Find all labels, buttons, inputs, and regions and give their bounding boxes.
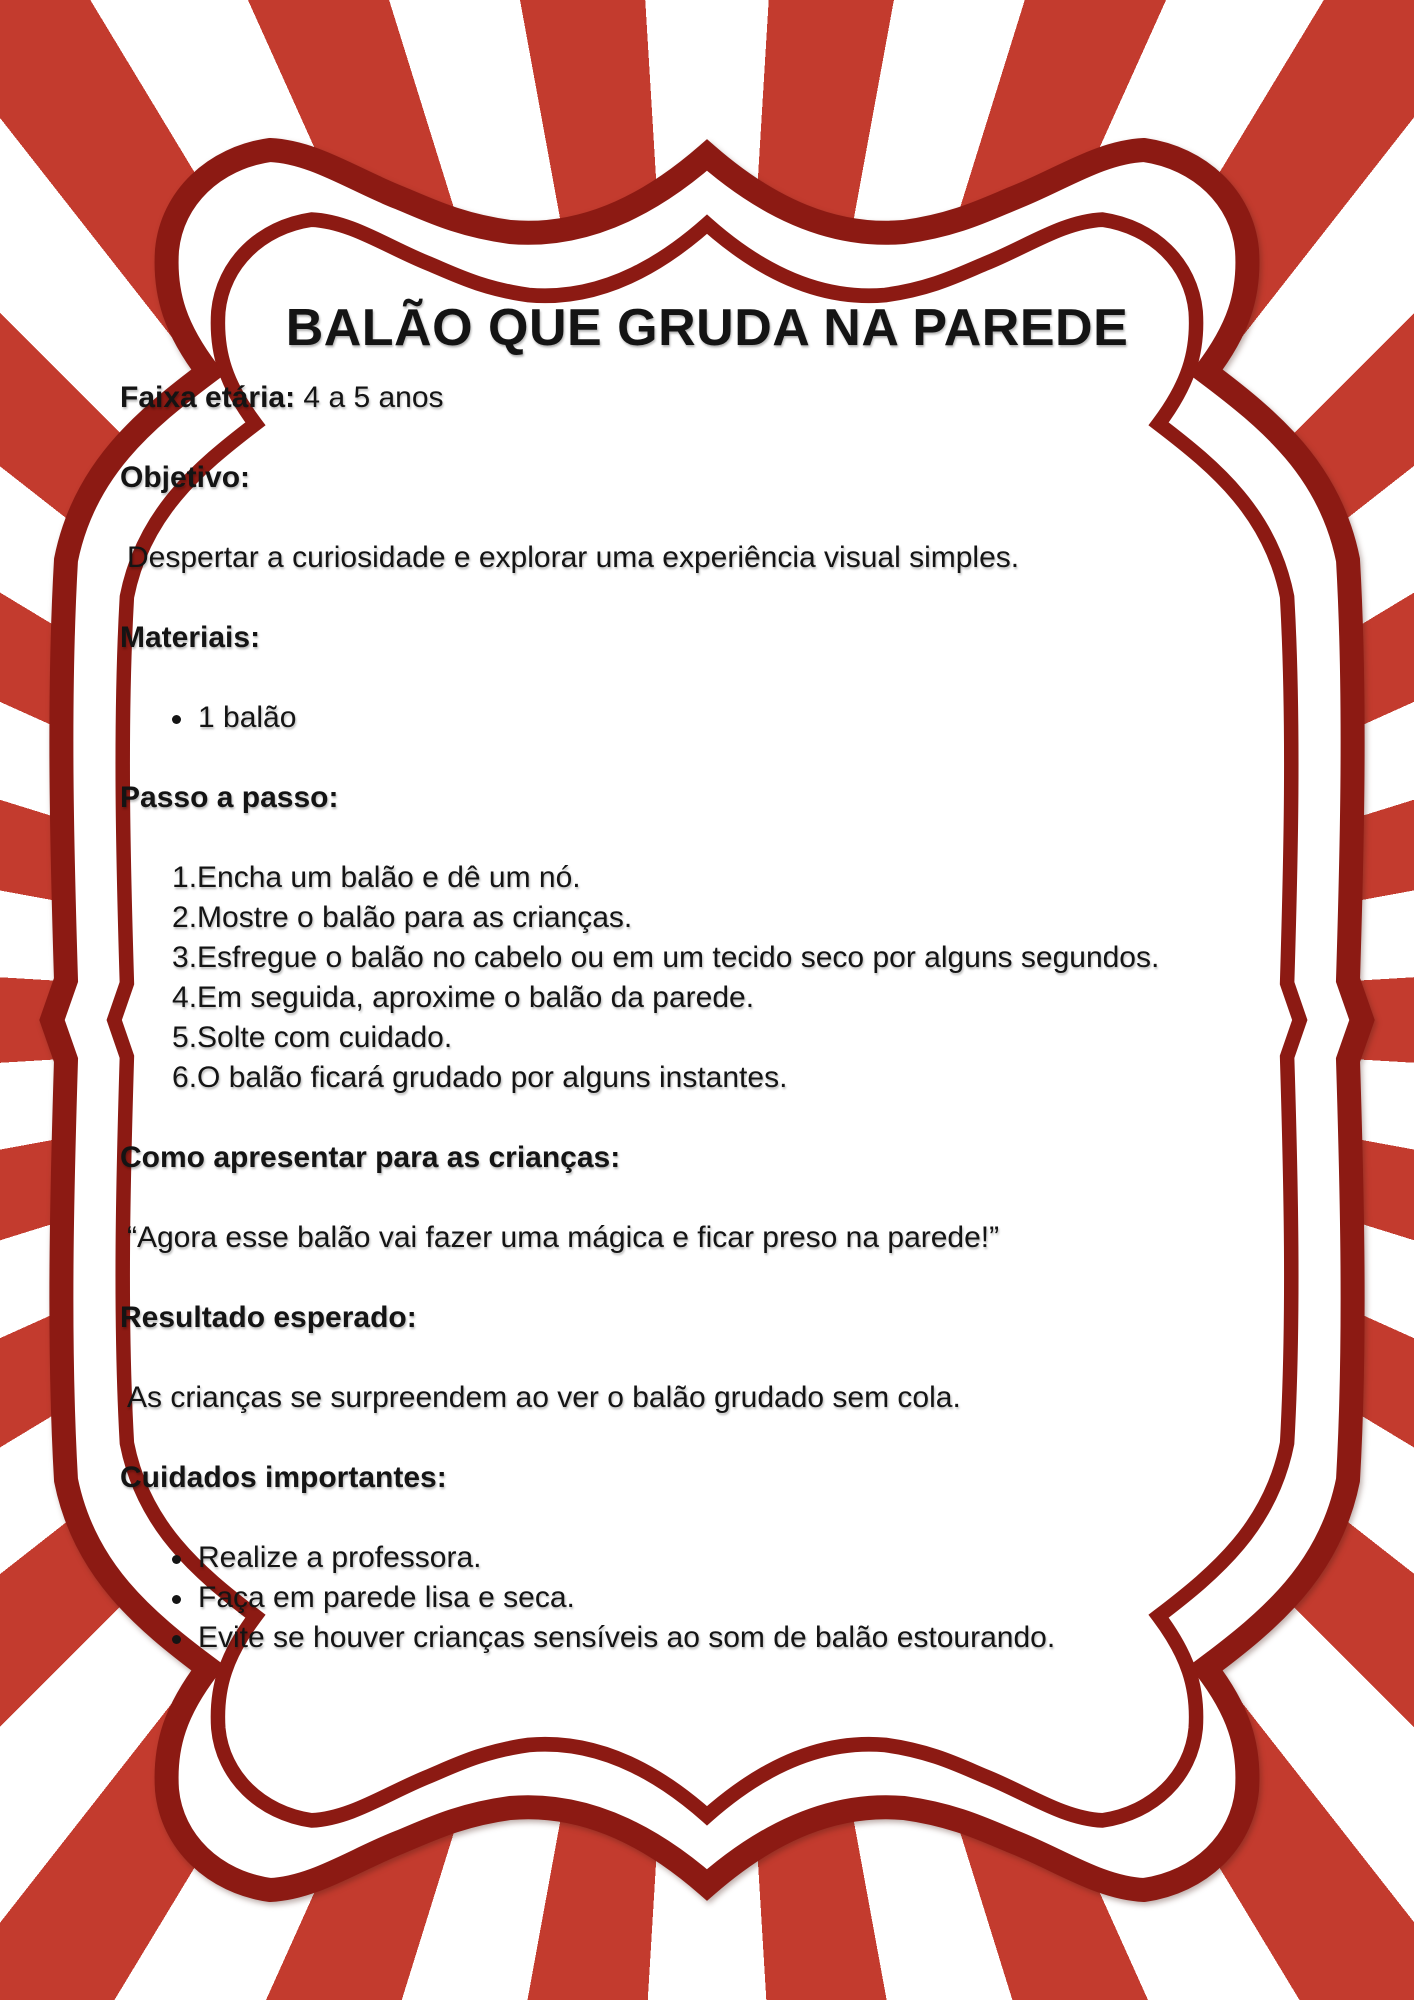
cuidados-list — [120, 1538, 1294, 1658]
step-item: Encha um balão e dê um nó. — [197, 861, 581, 894]
section-cuidados-heading: Cuidados importantes: — [120, 1461, 447, 1494]
section-passo-heading: Passo a passo: — [120, 781, 339, 814]
faixa-etaria-value: 4 a 5 anos — [295, 381, 444, 414]
field-faixa-etaria — [120, 378, 1294, 418]
step-item: Solte com cuidado. — [197, 1021, 453, 1054]
resultado-paragraph: As crianças se surpreendem ao ver o balão grudado sem cola. — [127, 1381, 961, 1414]
cuidado-item: Faça em parede lisa e seca. — [120, 1578, 1294, 1618]
como-quote-paragraph: “Agora esse balão vai fazer uma mágica e ficar preso na parede!” — [127, 1221, 1000, 1254]
section-materiais-heading: Materiais: — [120, 621, 261, 654]
materials-list — [120, 698, 1294, 738]
section-como-heading: Como apresentar para as crianças: — [120, 1141, 621, 1174]
step-item: Mostre o balão para as crianças. — [197, 901, 633, 934]
section-resultado-heading: Resultado esperado: — [120, 1301, 417, 1334]
step-item: Esfregue o balão no cabelo ou em um tecido seco por alguns segundos. — [197, 941, 1160, 974]
steps-list — [120, 858, 1294, 1098]
page-title: BALÃO QUE GRUDA NA PAREDE — [285, 299, 1129, 357]
sheet-content — [120, 296, 1294, 1658]
material-item: 1 balão — [120, 698, 1294, 738]
objetivo-paragraph: Despertar a curiosidade e explorar uma experiência visual simples. — [127, 541, 1020, 574]
cuidado-item: Realize a professora. — [120, 1538, 1294, 1578]
step-item: Em seguida, aproxime o balão da parede. — [197, 981, 755, 1014]
section-objetivo-heading: Objetivo: — [120, 461, 251, 494]
cuidado-item: Evite se houver crianças sensíveis ao som de balão estourando. — [120, 1618, 1294, 1658]
faixa-etaria-label: Faixa etária: — [120, 381, 296, 414]
step-item: O balão ficará grudado por alguns instantes. — [197, 1061, 788, 1094]
